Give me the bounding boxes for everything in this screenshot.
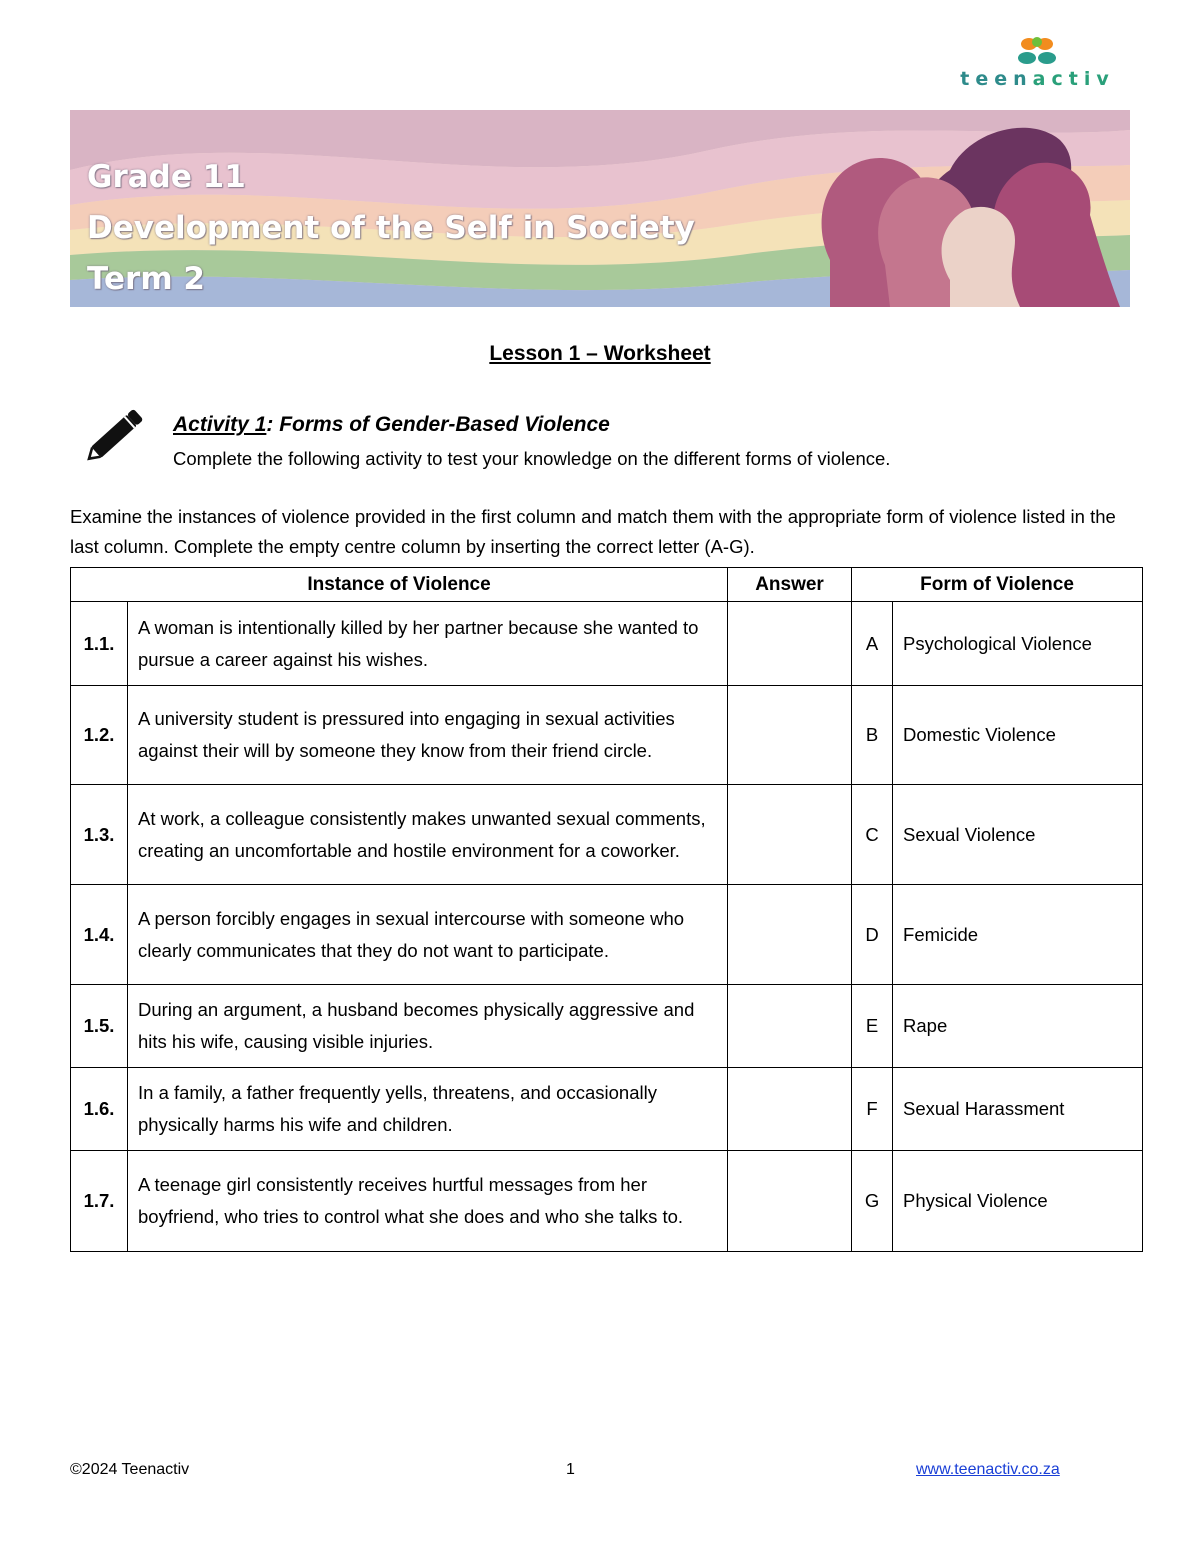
form-name: Physical Violence (893, 1151, 1143, 1252)
lesson-title: Lesson 1 – Worksheet (489, 342, 711, 365)
table-row (71, 885, 1143, 985)
form-name: Sexual Violence (893, 785, 1143, 885)
banner-title-block (87, 152, 695, 305)
row-number: 1.4. (71, 885, 128, 985)
activity-heading (173, 413, 610, 437)
instance-text: A university student is pressured into engaging in sexual activities against their will by someone they know from their friend circle. (128, 686, 728, 785)
footer-copyright: ©2024 Teenactiv (70, 1461, 190, 1478)
answer-cell[interactable] (728, 602, 852, 686)
row-number: 1.6. (71, 1068, 128, 1151)
answer-cell[interactable] (728, 885, 852, 985)
banner-grade: Grade 11 (87, 159, 246, 195)
table-header-row (71, 568, 1143, 602)
instance-text: At work, a colleague consistently makes unwanted sexual comments, creating an uncomfortable and hostile environment for a coworker. (128, 785, 728, 885)
table-row (71, 1151, 1143, 1252)
form-letter: A (852, 602, 893, 686)
table-row (71, 602, 1143, 686)
teenactiv-logo (945, 34, 1130, 96)
form-name: Femicide (893, 885, 1143, 985)
form-name: Sexual Harassment (893, 1068, 1143, 1151)
row-number: 1.1. (71, 602, 128, 686)
banner-subject: Development of the Self in Society (87, 210, 695, 246)
activity-title: : Forms of Gender-Based Violence (266, 413, 610, 436)
answer-cell[interactable] (728, 785, 852, 885)
answer-cell[interactable] (728, 686, 852, 785)
form-name: Psychological Violence (893, 602, 1143, 686)
form-letter: D (852, 885, 893, 985)
table-row (71, 1068, 1143, 1151)
instance-text: In a family, a father frequently yells, threatens, and occasionally physically harms his wife and children. (128, 1068, 728, 1151)
course-banner (70, 110, 1130, 307)
table-row (71, 785, 1143, 885)
footer-website-link[interactable]: www.teenactiv.co.za (916, 1461, 1060, 1478)
form-letter: B (852, 686, 893, 785)
teenactiv-logo-icon (1015, 34, 1059, 68)
header-form: Form of Violence (852, 568, 1143, 602)
instance-text: A teenage girl consistently receives hurtful messages from her boyfriend, who tries to control what she does and who she talks to. (128, 1151, 728, 1252)
row-number: 1.3. (71, 785, 128, 885)
answer-cell[interactable] (728, 1151, 852, 1252)
table-row (71, 985, 1143, 1068)
matching-table (70, 567, 1143, 1252)
form-letter: G (852, 1151, 893, 1252)
instance-text: During an argument, a husband becomes physically aggressive and hits his wife, causing visible injuries. (128, 985, 728, 1068)
form-letter: E (852, 985, 893, 1068)
form-name: Domestic Violence (893, 686, 1143, 785)
table-row (71, 686, 1143, 785)
header-answer: Answer (728, 568, 852, 602)
instance-text: A person forcibly engages in sexual intercourse with someone who clearly communicates that they do not want to participate. (128, 885, 728, 985)
activity-label: Activity 1 (173, 413, 267, 436)
logo-wordmark: teenactiv (960, 68, 1115, 90)
footer-page-number: 1 (566, 1461, 575, 1478)
activity-subtitle: Complete the following activity to test your knowledge on the different forms of violence. (173, 448, 891, 469)
pencil-icon (78, 400, 152, 472)
row-number: 1.5. (71, 985, 128, 1068)
answer-cell[interactable] (728, 985, 852, 1068)
row-number: 1.7. (71, 1151, 128, 1252)
form-letter: C (852, 785, 893, 885)
answer-cell[interactable] (728, 1068, 852, 1151)
instructions-paragraph: Examine the instances of violence provided in the first column and match them with the appropriate form of violence listed in the last column. Complete the empty centre column by inserting the correct letter (A-G). (70, 506, 1116, 557)
instance-text: A woman is intentionally killed by her partner because she wanted to pursue a career against his wishes. (128, 602, 728, 686)
form-letter: F (852, 1068, 893, 1151)
banner-term: Term 2 (87, 261, 206, 297)
row-number: 1.2. (71, 686, 128, 785)
header-instance: Instance of Violence (71, 568, 728, 602)
form-name: Rape (893, 985, 1143, 1068)
